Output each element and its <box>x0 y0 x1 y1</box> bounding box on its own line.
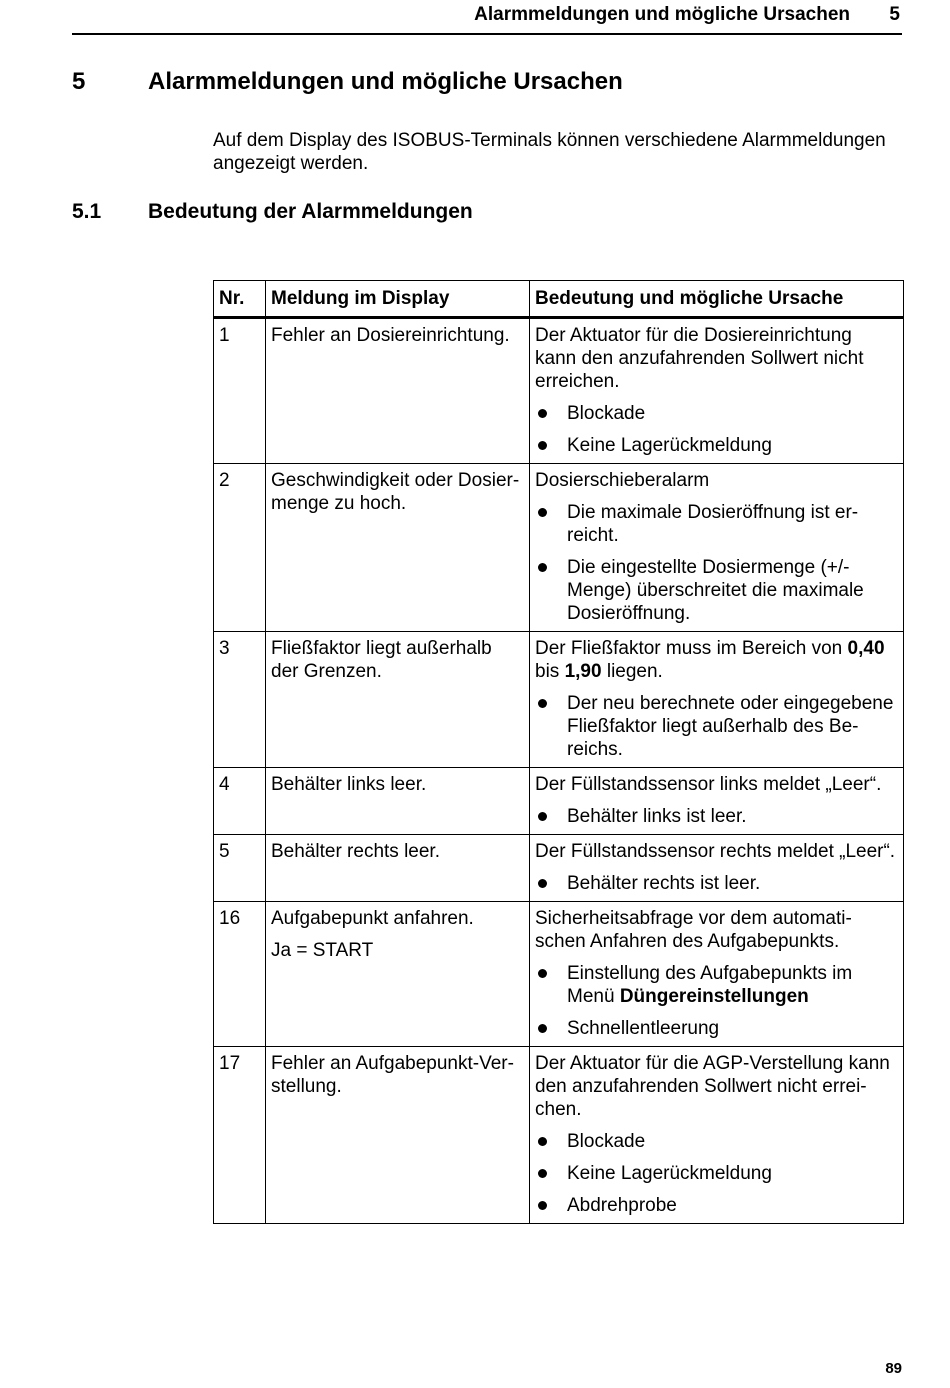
message-text: Aufgabepunkt anfahren. <box>271 908 474 929</box>
cause-list <box>535 1130 898 1217</box>
meaning-text: Sicherheitsabfrage vor dem automati-schen Anfahren des Aufgabepunkts. <box>535 908 852 952</box>
cause-item <box>535 962 898 1008</box>
table-row <box>214 902 904 1047</box>
heading2-title: Bedeutung der Alarmmeldungen <box>148 200 473 223</box>
alarm-message <box>266 902 530 1047</box>
alarm-meaning <box>530 902 904 1047</box>
meaning-text: Der Füllstandssensor rechts meldet „Leer“. <box>535 841 896 862</box>
column-header-message: Meldung im Display <box>266 281 530 318</box>
alarm-meaning <box>530 835 904 902</box>
range-min-value: 0,40 <box>847 638 885 659</box>
cause-item: Die maximale Dosieröffnung ist er-reicht. <box>535 501 898 547</box>
cause-list <box>535 805 898 828</box>
alarm-message: Fehler an Aufgabepunkt-Ver-stellung. <box>266 1047 530 1224</box>
alarm-number: 2 <box>214 464 266 632</box>
alarm-meaning <box>530 768 904 835</box>
cause-list <box>535 402 898 457</box>
alarm-message: Fehler an Dosiereinrichtung. <box>266 318 530 464</box>
alarm-meaning <box>530 632 904 768</box>
alarm-meaning <box>530 1047 904 1224</box>
cause-item: Die eingestellte Dosiermenge (+/- Menge) überschreitet die maximale Dosieröffnung. <box>535 556 898 625</box>
meaning-text: Der Aktuator für die Dosiereinrichtung kann den anzufahrenden Sollwert nicht erreichen. <box>535 325 864 392</box>
meaning-text: Der Füllstandssensor links meldet „Leer“. <box>535 774 882 795</box>
cause-item: Keine Lagerückmeldung <box>535 1162 898 1185</box>
table-row <box>214 1047 904 1224</box>
cause-list <box>535 962 898 1040</box>
alarm-number: 1 <box>214 318 266 464</box>
alarm-meaning <box>530 464 904 632</box>
table-row <box>214 318 904 464</box>
cause-list <box>535 501 898 625</box>
range-max-value: 1,90 <box>564 661 602 682</box>
intro-paragraph: Auf dem Display des ISOBUS-Terminals können verschiedene Alarmmeldungen angezeigt werden. <box>213 130 886 174</box>
cause-item-text: Einstellung des Aufgabepunkts im Menü <box>567 963 853 1007</box>
heading1-title: Alarmmeldungen und mögliche Ursachen <box>148 68 623 95</box>
meaning-text-start: Der Fließfaktor muss im Bereich von <box>535 638 843 659</box>
cause-item: Blockade <box>535 402 898 425</box>
heading2-number: 5.1 <box>72 200 102 223</box>
menu-name: Düngereinstellungen <box>619 986 809 1007</box>
meaning-text: Dosierschieberalarm <box>535 470 710 491</box>
meaning-text: Der Aktuator für die AGP-Verstellung kann den anzufahrenden Sollwert nicht errei-chen. <box>535 1053 890 1120</box>
table-row <box>214 768 904 835</box>
header-rule <box>72 33 902 35</box>
cause-item: Keine Lagerückmeldung <box>535 434 898 457</box>
table-row <box>214 632 904 768</box>
cause-item: Der neu berechnete oder eingegebene Fließfaktor liegt außerhalb des Be-reichs. <box>535 692 898 761</box>
alarm-message: Fließfaktor liegt außerhalb der Grenzen. <box>266 632 530 768</box>
alarm-message: Behälter rechts leer. <box>266 835 530 902</box>
heading1-number: 5 <box>72 68 86 95</box>
running-header <box>72 4 902 26</box>
cause-item: Behälter rechts ist leer. <box>535 872 898 895</box>
cause-item: Schnellentleerung <box>535 1017 898 1040</box>
meaning-text <box>535 637 898 683</box>
alarm-number: 5 <box>214 835 266 902</box>
alarm-message: Geschwindigkeit oder Dosier-menge zu hoch. <box>266 464 530 632</box>
cause-list <box>535 872 898 895</box>
alarm-message: Behälter links leer. <box>266 768 530 835</box>
table-header-row <box>214 281 904 318</box>
cause-list <box>535 692 898 761</box>
running-header-title: Alarmmeldungen und mögliche Ursachen <box>474 4 850 25</box>
alarm-meaning <box>530 318 904 464</box>
alarm-number: 16 <box>214 902 266 1047</box>
page-number: 89 <box>885 1360 902 1377</box>
alarm-number: 3 <box>214 632 266 768</box>
column-header-nr: Nr. <box>214 281 266 318</box>
cause-item: Blockade <box>535 1130 898 1153</box>
alarm-number: 4 <box>214 768 266 835</box>
running-header-chapter: 5 <box>889 4 900 25</box>
table-row <box>214 464 904 632</box>
table-row <box>214 835 904 902</box>
meaning-text-mid: bis <box>535 661 560 682</box>
alarm-number: 17 <box>214 1047 266 1224</box>
meaning-text-end: liegen. <box>606 661 663 682</box>
cause-item: Abdrehprobe <box>535 1194 898 1217</box>
message-confirm-hint: Ja = START <box>271 940 374 961</box>
alarm-table <box>213 280 904 1224</box>
cause-item: Behälter links ist leer. <box>535 805 898 828</box>
column-header-meaning: Bedeutung und mögliche Ursache <box>530 281 904 318</box>
